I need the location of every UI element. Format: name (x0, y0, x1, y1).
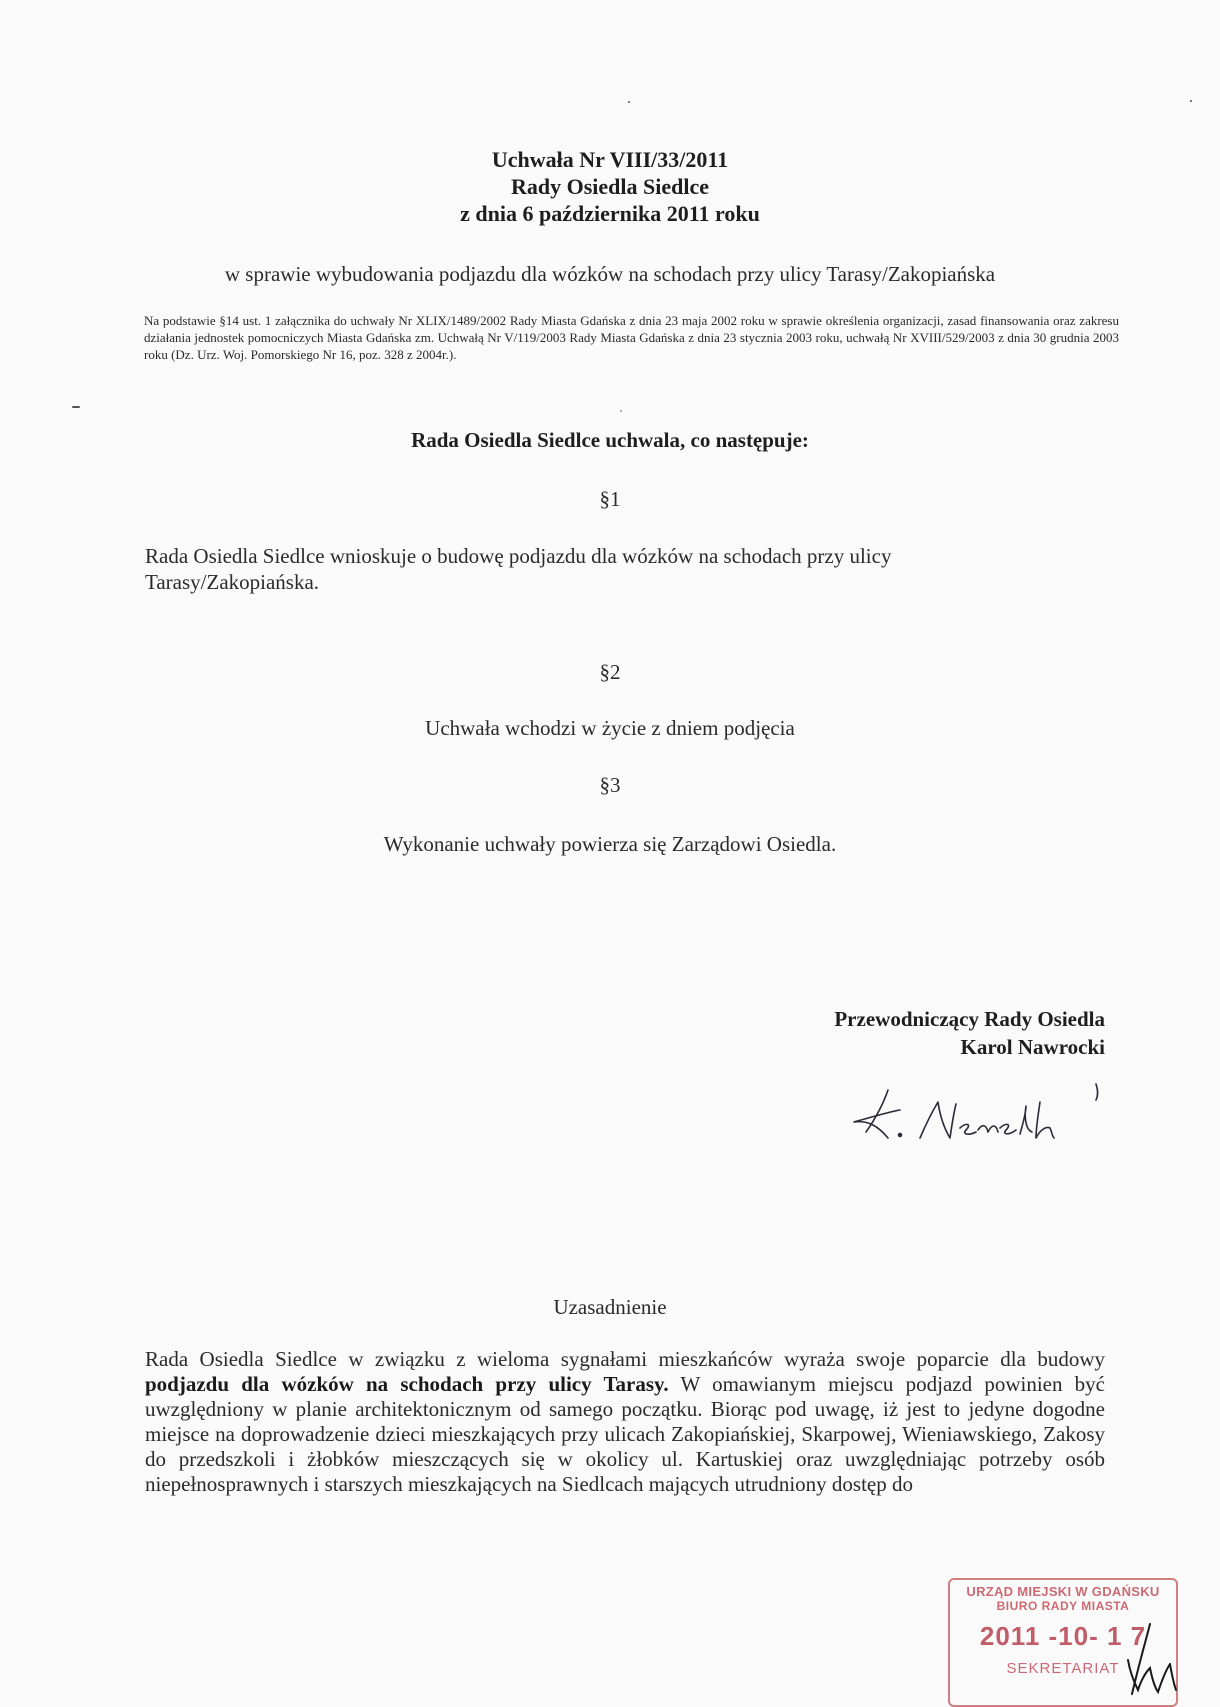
resolution-header (0, 146, 1220, 227)
resolution-number: Uchwała Nr VIII/33/2011 (491, 147, 729, 172)
stamp-initials (1120, 1620, 1180, 1698)
signer-title: Przewodniczący Rady Osiedla (834, 1007, 1105, 1031)
justification-text (145, 1347, 1105, 1497)
signer-name: Karol Nawrocki (960, 1035, 1105, 1059)
section-1-text: Rada Osiedla Siedlce wnioskuje o budowę podjazdu dla wózków na schodach przy ulicy Tarasy/Zakopiańska. (145, 544, 892, 594)
section-3-mark: §3 (599, 773, 621, 797)
section-2-text: Uchwała wchodzi w życie z dniem podjęcia (425, 716, 795, 740)
justification-part-2: W omawianym miejscu podjazd powinien być uwzględniony w planie architektonicznym od samego początku. Biorąc pod uwagę, iż jest to jedyne dogodne miejsce na doprowadzenie dzieci mieszkających przy ulicach Zakopiańskiej, Skarpowej, Wieniawskiego, Zakosy do przedszkoli i żłobków mieszczących się w okolicy ul. Kartuskiej oraz uwzględniając potrzeby osób niepełnosprawnych i starszych mieszkających na Siedlcach mających utrudniony dostęp do (145, 1372, 1105, 1496)
section-3-text: Wykonanie uchwały powierza się Zarządowi Osiedla. (383, 832, 837, 856)
council-name: Rady Osiedla Siedlce (510, 174, 709, 199)
justification-title: Uzasadnienie (553, 1295, 667, 1319)
scan-speck (620, 410, 622, 412)
justification-part-1: Rada Osiedla Siedlce w związku z wieloma sygnałami mieszkańców wyraża swoje poparcie dla budowy (145, 1347, 1105, 1371)
stamp-date: 2011 -10- 1 7 (979, 1621, 1147, 1651)
legal-basis: Na podstawie §14 ust. 1 załącznika do uchwały Nr XLIX/1489/2002 Rady Miasta Gdańska z dnia 23 maja 2002 roku w sprawie określenia organizacji, zasad finansowania oraz zakresu działania jednostek pomocniczych Miasta Gdańska zm. Uchwałą Nr V/119/2003 Rady Miasta Gdańska z dnia 23 stycznia 2003 roku, uchwałą Nr XVIII/529/2003 z dnia 30 grudnia 2003 roku (Dz. Urz. Woj. Pomorskiego Nr 16, poz. 328 z 2004r.). (144, 313, 1119, 362)
stamp-secretariat: SEKRETARIAT (1006, 1660, 1120, 1677)
scan-speck (628, 101, 630, 103)
section-2-mark: §2 (599, 660, 621, 684)
handwritten-signature (848, 1080, 1108, 1160)
scan-speck (1190, 100, 1192, 102)
resolution-subject: w sprawie wybudowania podjazdu dla wózków na schodach przy ulicy Tarasy/Zakopiańska (224, 262, 996, 286)
stamp-office: URZĄD MIEJSKI W GDAŃSKU (966, 1584, 1160, 1599)
resolves-statement: Rada Osiedla Siedlce uchwala, co następuje: (411, 428, 809, 452)
resolution-date: z dnia 6 października 2011 roku (460, 201, 760, 226)
stamp-department: BIURO RADY MIASTA (996, 1599, 1130, 1613)
signer-block (834, 1005, 1105, 1061)
section-1-mark: §1 (599, 487, 621, 511)
justification-bold: podjazdu dla wózków na schodach przy ulicy Tarasy. (145, 1372, 669, 1396)
scan-speck (72, 406, 80, 408)
